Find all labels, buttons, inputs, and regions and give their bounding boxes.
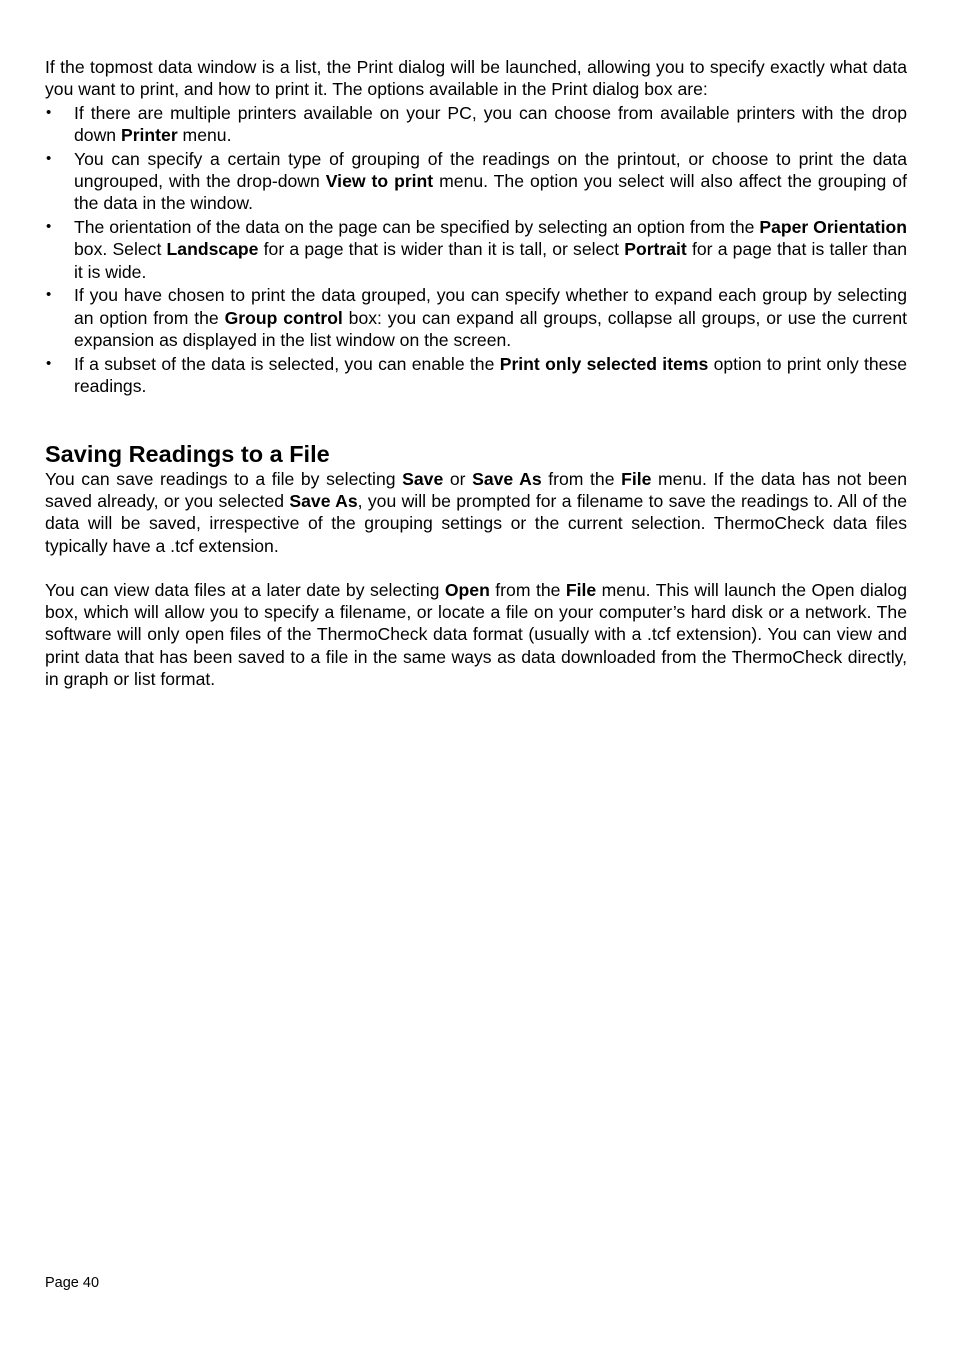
- bold-term: View to print: [325, 171, 434, 192]
- text-run: You can save readings to a file by selecting: [45, 469, 403, 490]
- bullet-icon: •: [46, 286, 52, 304]
- bold-term: Save As: [472, 469, 542, 490]
- text-run: from the: [541, 469, 622, 490]
- text-run: If there are multiple printers available on your PC, you can choose from available printers with the drop down: [74, 103, 907, 146]
- bold-term: Group control: [224, 307, 343, 328]
- bold-term: Open: [444, 580, 490, 601]
- text-run: If the topmost data window is a list, the Print dialog will be launched, allowing you to specify exactly what data you want to print, and how to print it. The options available in the Print dialog box are:: [45, 57, 907, 100]
- text-run: menu.: [177, 125, 232, 146]
- bold-term: Paper Orientation: [759, 217, 907, 238]
- list-item: [45, 148, 907, 215]
- bold-term: Save As: [289, 491, 358, 512]
- text-run: option to print only these readings.: [74, 353, 908, 396]
- list-item: [45, 284, 907, 351]
- bold-term: Print only selected items: [499, 353, 709, 374]
- bold-term: Portrait: [624, 239, 687, 260]
- open-paragraph: [45, 579, 907, 690]
- text-run: box: you can expand all groups, collapse all groups, or use the current expansion as displayed in the list window on the screen.: [74, 307, 907, 350]
- bullet-icon: •: [46, 218, 52, 236]
- text-run: The orientation of the data on the page can be specified by selecting an option from the: [74, 217, 760, 238]
- text-run: menu. If the data has not been saved already, or you selected: [45, 469, 908, 512]
- page-content: [45, 56, 907, 690]
- text-run: You can view data files at a later date by selecting: [45, 580, 445, 601]
- list-item: [45, 102, 907, 146]
- bullet-icon: •: [46, 150, 52, 167]
- bold-term: File: [621, 469, 652, 490]
- text-run: from the: [489, 580, 566, 601]
- bullet-icon: •: [46, 354, 52, 372]
- bold-term: Printer: [120, 125, 178, 146]
- text-run: for a page that is wider than it is tall, or select: [258, 239, 625, 260]
- text-run: If a subset of the data is selected, you can enable the: [74, 353, 500, 374]
- bullet-icon: •: [46, 104, 52, 121]
- text-run: menu. This will launch the Open dialog box, which will allow you to specify a filename, or locate a file on your computer’s hard disk or a network. The software will only open files of the ThermoCheck data format (usually with a .tcf extension). You can view and print data that has been saved to a file in the same ways as data downloaded from the ThermoCheck directly, in graph or list format.: [45, 580, 907, 689]
- bold-term: Landscape: [166, 239, 259, 260]
- text-run: for a page that is taller than it is wide.: [74, 239, 908, 282]
- paragraph-gap: [45, 557, 907, 579]
- list-item: [45, 216, 907, 283]
- text-run: menu. The option you select will also affect the grouping of the data in the window.: [74, 171, 907, 214]
- bold-term: Save: [402, 469, 444, 490]
- text-run: , you will be prompted for a filename to save the readings to. All of the data will be saved, irrespective of the grouping settings or the current selection. ThermoCheck data files typically have a .tcf extension.: [45, 491, 908, 556]
- section-heading: Saving Readings to a File: [45, 441, 330, 468]
- bold-term: File: [565, 580, 597, 601]
- text-run: or: [443, 469, 473, 490]
- text-run: box. Select: [74, 239, 167, 260]
- text-run: You can specify a certain type of grouping of the readings on the printout, or choose to print the data ungrouped, with the drop-down: [74, 149, 907, 192]
- list-item: [45, 353, 907, 397]
- save-paragraph: [45, 468, 907, 557]
- print-options-list: [45, 102, 907, 397]
- text-run: If you have chosen to print the data grouped, you can specify whether to expand each group by selecting an option from the: [74, 285, 907, 328]
- page-number: Page 40: [45, 1275, 100, 1291]
- intro-paragraph: [45, 56, 907, 100]
